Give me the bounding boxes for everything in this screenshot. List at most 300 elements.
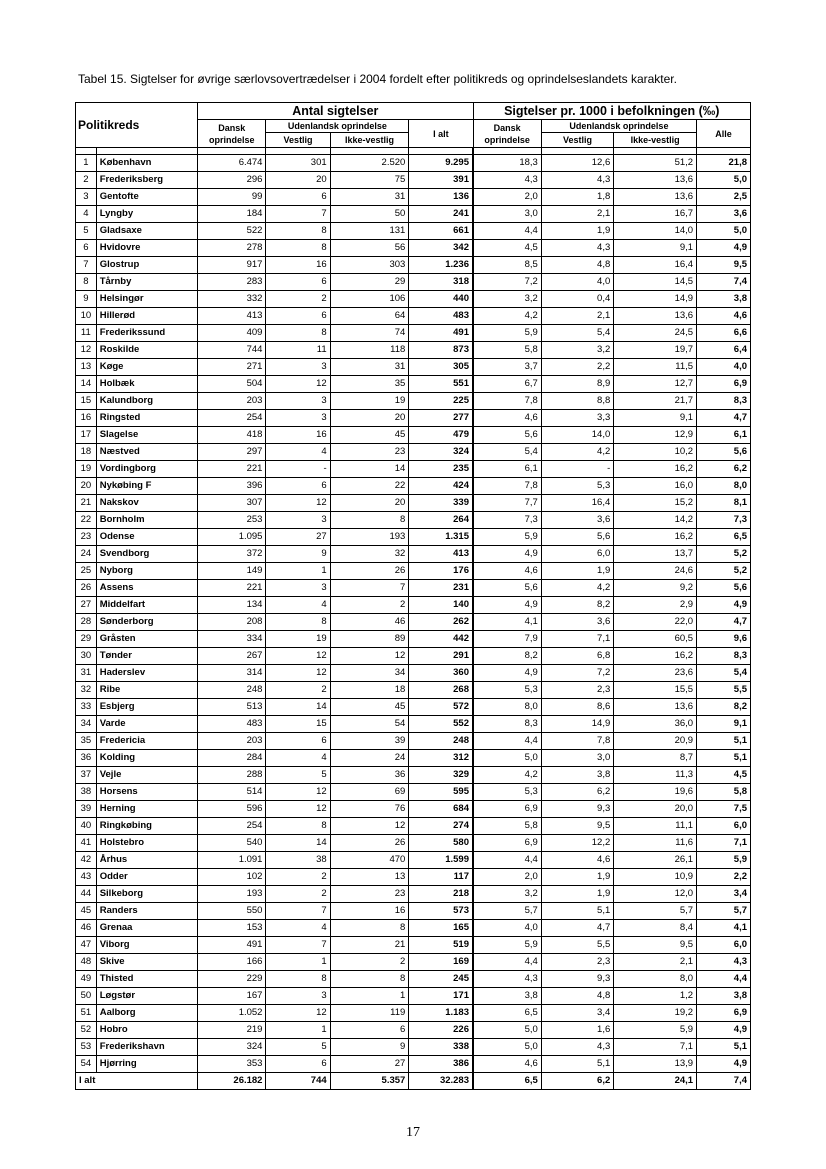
ikke-vestlig-rate: 15,5 <box>614 682 697 699</box>
vestlig-count: 38 <box>266 852 330 869</box>
district-name: Assens <box>96 580 197 597</box>
dansk-rate: 4,6 <box>473 410 541 427</box>
ikke-vestlig-rate: 13,7 <box>614 546 697 563</box>
row-number: 40 <box>76 818 97 835</box>
vestlig-count: 3 <box>266 359 330 376</box>
dansk-count: 413 <box>198 308 266 325</box>
ikke-vestlig-rate: 8,7 <box>614 750 697 767</box>
total-count: 305 <box>409 359 473 376</box>
table-row <box>76 172 751 189</box>
table-row <box>76 444 751 461</box>
total-count: 32.283 <box>409 1073 473 1090</box>
dansk-rate: 4,4 <box>473 954 541 971</box>
row-number: 42 <box>76 852 97 869</box>
alle-rate: 5,2 <box>697 563 751 580</box>
district-name: Århus <box>96 852 197 869</box>
table-row <box>76 376 751 393</box>
alle-rate: 6,6 <box>697 325 751 342</box>
vestlig-count: 2 <box>266 869 330 886</box>
ikke-vestlig-count: 303 <box>330 257 409 274</box>
ikke-vestlig-rate: 16,2 <box>614 529 697 546</box>
ikke-vestlig-count: 76 <box>330 801 409 818</box>
district-name: Hvidovre <box>96 240 197 257</box>
ikke-vestlig-count: 45 <box>330 699 409 716</box>
row-number: 12 <box>76 342 97 359</box>
alle-rate: 7,3 <box>697 512 751 529</box>
dansk-count: 102 <box>198 869 266 886</box>
table-row <box>76 920 751 937</box>
vestlig-rate: 5,1 <box>541 903 613 920</box>
row-number: 25 <box>76 563 97 580</box>
vestlig-rate: 3,4 <box>541 1005 613 1022</box>
row-number: 53 <box>76 1039 97 1056</box>
ikke-vestlig-rate: 11,3 <box>614 767 697 784</box>
total-count: 595 <box>409 784 473 801</box>
row-number: 47 <box>76 937 97 954</box>
total-count: 225 <box>409 393 473 410</box>
dansk-count: 297 <box>198 444 266 461</box>
total-count: 661 <box>409 223 473 240</box>
ikke-vestlig-count: 34 <box>330 665 409 682</box>
vestlig-count: 8 <box>266 240 330 257</box>
district-name: Fredericia <box>96 733 197 750</box>
header-vestlig-antal: Vestlig <box>266 133 330 148</box>
alle-rate: 4,1 <box>697 920 751 937</box>
row-number: 34 <box>76 716 97 733</box>
dansk-rate: 5,0 <box>473 1039 541 1056</box>
total-count: 169 <box>409 954 473 971</box>
dansk-rate: 4,6 <box>473 1056 541 1073</box>
district-name: Herning <box>96 801 197 818</box>
district-name: Thisted <box>96 971 197 988</box>
ikke-vestlig-rate: 9,1 <box>614 240 697 257</box>
vestlig-rate: 3,8 <box>541 767 613 784</box>
total-ikke-vestlig-count: 5.357 <box>330 1073 409 1090</box>
dansk-rate: 8,3 <box>473 716 541 733</box>
district-name: Glostrup <box>96 257 197 274</box>
row-number: 3 <box>76 189 97 206</box>
ikke-vestlig-rate: 14,2 <box>614 512 697 529</box>
row-number: 33 <box>76 699 97 716</box>
row-number: 23 <box>76 529 97 546</box>
ikke-vestlig-rate: 1,2 <box>614 988 697 1005</box>
ikke-vestlig-rate: 19,7 <box>614 342 697 359</box>
ikke-vestlig-count: 20 <box>330 495 409 512</box>
vestlig-rate: 4,7 <box>541 920 613 937</box>
dansk-count: 149 <box>198 563 266 580</box>
alle-rate: 5,5 <box>697 682 751 699</box>
dansk-count: 296 <box>198 172 266 189</box>
table-row <box>76 597 751 614</box>
ikke-vestlig-count: 32 <box>330 546 409 563</box>
alle-rate: 5,0 <box>697 172 751 189</box>
vestlig-rate: 8,9 <box>541 376 613 393</box>
dansk-rate: 7,2 <box>473 274 541 291</box>
alle-rate: 7,5 <box>697 801 751 818</box>
dansk-rate: 5,3 <box>473 784 541 801</box>
ikke-vestlig-rate: 12,7 <box>614 376 697 393</box>
vestlig-count: 2 <box>266 886 330 903</box>
vestlig-rate: 4,0 <box>541 274 613 291</box>
alle-rate: 9,5 <box>697 257 751 274</box>
total-count: 1.236 <box>409 257 473 274</box>
ikke-vestlig-count: 64 <box>330 308 409 325</box>
district-name: Frederikshavn <box>96 1039 197 1056</box>
row-number: 30 <box>76 648 97 665</box>
ikke-vestlig-count: 19 <box>330 393 409 410</box>
ikke-vestlig-count: 74 <box>330 325 409 342</box>
row-number: 11 <box>76 325 97 342</box>
table-caption: Tabel 15. Sigtelser for øvrige særlovsovertrædelser i 2004 fordelt efter politikreds og oprindelseslandets karakter. <box>78 72 677 86</box>
vestlig-count: 14 <box>266 835 330 852</box>
dansk-rate: 4,4 <box>473 223 541 240</box>
vestlig-rate: 16,4 <box>541 495 613 512</box>
vestlig-rate: 4,2 <box>541 444 613 461</box>
header-dansk-rate: Dansk oprindelse <box>473 120 541 148</box>
dansk-count: 134 <box>198 597 266 614</box>
table-row <box>76 954 751 971</box>
table-row <box>76 903 751 920</box>
ikke-vestlig-count: 39 <box>330 733 409 750</box>
dansk-count: 332 <box>198 291 266 308</box>
table-row <box>76 529 751 546</box>
table-body <box>76 148 751 1090</box>
dansk-count: 253 <box>198 512 266 529</box>
district-name: Ringsted <box>96 410 197 427</box>
vestlig-count: 6 <box>266 478 330 495</box>
dansk-count: 219 <box>198 1022 266 1039</box>
vestlig-count: 7 <box>266 937 330 954</box>
ikke-vestlig-count: 31 <box>330 359 409 376</box>
ikke-vestlig-rate: 14,5 <box>614 274 697 291</box>
statistics-table <box>75 102 751 1090</box>
total-row <box>76 1073 751 1090</box>
district-name: Randers <box>96 903 197 920</box>
alle-rate: 4,9 <box>697 240 751 257</box>
table-row <box>76 1022 751 1039</box>
ikke-vestlig-count: 31 <box>330 189 409 206</box>
ikke-vestlig-rate: 13,6 <box>614 308 697 325</box>
ikke-vestlig-count: 8 <box>330 920 409 937</box>
dansk-count: 254 <box>198 818 266 835</box>
row-number: 26 <box>76 580 97 597</box>
district-name: Viborg <box>96 937 197 954</box>
ikke-vestlig-rate: 11,1 <box>614 818 697 835</box>
alle-rate: 3,4 <box>697 886 751 903</box>
total-count: 140 <box>409 597 473 614</box>
row-number: 37 <box>76 767 97 784</box>
alle-rate: 6,0 <box>697 937 751 954</box>
alle-rate: 6,2 <box>697 461 751 478</box>
alle-rate: 5,6 <box>697 580 751 597</box>
alle-rate: 6,5 <box>697 529 751 546</box>
total-count: 386 <box>409 1056 473 1073</box>
row-number: 45 <box>76 903 97 920</box>
alle-rate: 8,0 <box>697 478 751 495</box>
table-row <box>76 427 751 444</box>
total-count: 268 <box>409 682 473 699</box>
table-row <box>76 155 751 172</box>
total-count: 329 <box>409 767 473 784</box>
vestlig-rate: 1,9 <box>541 223 613 240</box>
dansk-rate: 6,5 <box>473 1005 541 1022</box>
total-count: 573 <box>409 903 473 920</box>
ikke-vestlig-count: 193 <box>330 529 409 546</box>
row-number: 48 <box>76 954 97 971</box>
total-count: 491 <box>409 325 473 342</box>
alle-rate: 9,6 <box>697 631 751 648</box>
ikke-vestlig-rate: 2,1 <box>614 954 697 971</box>
ikke-vestlig-count: 21 <box>330 937 409 954</box>
dansk-rate: 5,8 <box>473 342 541 359</box>
dansk-count: 513 <box>198 699 266 716</box>
row-number: 44 <box>76 886 97 903</box>
dansk-rate: 8,5 <box>473 257 541 274</box>
table-row <box>76 512 751 529</box>
district-name: Kolding <box>96 750 197 767</box>
ikke-vestlig-count: 24 <box>330 750 409 767</box>
ikke-vestlig-rate: 15,2 <box>614 495 697 512</box>
total-count: 226 <box>409 1022 473 1039</box>
dansk-rate: 3,7 <box>473 359 541 376</box>
total-count: 264 <box>409 512 473 529</box>
alle-rate: 5,9 <box>697 852 751 869</box>
vestlig-count: 6 <box>266 274 330 291</box>
ikke-vestlig-rate: 5,7 <box>614 903 697 920</box>
table-row <box>76 665 751 682</box>
district-name: Gråsten <box>96 631 197 648</box>
district-name: Kalundborg <box>96 393 197 410</box>
total-count: 552 <box>409 716 473 733</box>
row-number: 38 <box>76 784 97 801</box>
dansk-count: 271 <box>198 359 266 376</box>
dansk-rate: 4,2 <box>473 767 541 784</box>
row-number: 8 <box>76 274 97 291</box>
vestlig-count: 301 <box>266 155 330 172</box>
vestlig-rate: 5,6 <box>541 529 613 546</box>
total-count: 338 <box>409 1039 473 1056</box>
district-name: Odense <box>96 529 197 546</box>
vestlig-rate: 2,2 <box>541 359 613 376</box>
row-number: 14 <box>76 376 97 393</box>
vestlig-rate: 4,8 <box>541 988 613 1005</box>
row-number: 6 <box>76 240 97 257</box>
alle-rate: 6,4 <box>697 342 751 359</box>
ikke-vestlig-rate: 19,2 <box>614 1005 697 1022</box>
table-row <box>76 342 751 359</box>
vestlig-rate: 4,2 <box>541 580 613 597</box>
table-row <box>76 240 751 257</box>
dansk-count: 278 <box>198 240 266 257</box>
vestlig-rate: 8,6 <box>541 699 613 716</box>
alle-rate: 5,1 <box>697 1039 751 1056</box>
vestlig-rate: 7,1 <box>541 631 613 648</box>
dansk-rate: 6,7 <box>473 376 541 393</box>
dansk-rate: 7,8 <box>473 478 541 495</box>
dansk-count: 334 <box>198 631 266 648</box>
dansk-count: 307 <box>198 495 266 512</box>
ikke-vestlig-rate: 16,4 <box>614 257 697 274</box>
ikke-vestlig-count: 8 <box>330 971 409 988</box>
dansk-count: 396 <box>198 478 266 495</box>
table-row <box>76 631 751 648</box>
vestlig-count: 20 <box>266 172 330 189</box>
ikke-vestlig-rate: 60,5 <box>614 631 697 648</box>
ikke-vestlig-rate: 13,6 <box>614 189 697 206</box>
table-row <box>76 308 751 325</box>
header-udenlandsk-rate: Udenlandsk oprindelse <box>541 120 696 133</box>
ikke-vestlig-count: 1 <box>330 988 409 1005</box>
total-count: 551 <box>409 376 473 393</box>
vestlig-rate: 6,8 <box>541 648 613 665</box>
total-vestlig-rate: 6,2 <box>541 1073 613 1090</box>
alle-rate: 4,3 <box>697 954 751 971</box>
vestlig-count: 14 <box>266 699 330 716</box>
total-count: 339 <box>409 495 473 512</box>
dansk-rate: 5,0 <box>473 750 541 767</box>
vestlig-rate: 3,3 <box>541 410 613 427</box>
vestlig-rate: 5,5 <box>541 937 613 954</box>
dansk-count: 208 <box>198 614 266 631</box>
ikke-vestlig-count: 23 <box>330 444 409 461</box>
total-count: 519 <box>409 937 473 954</box>
dansk-count: 283 <box>198 274 266 291</box>
ikke-vestlig-count: 6 <box>330 1022 409 1039</box>
row-number: 41 <box>76 835 97 852</box>
dansk-rate: 4,3 <box>473 172 541 189</box>
vestlig-count: 2 <box>266 682 330 699</box>
vestlig-rate: 3,0 <box>541 750 613 767</box>
alle-rate: 8,3 <box>697 648 751 665</box>
ikke-vestlig-rate: 24,5 <box>614 325 697 342</box>
row-number: 54 <box>76 1056 97 1073</box>
district-name: Hillerød <box>96 308 197 325</box>
vestlig-rate: 9,5 <box>541 818 613 835</box>
dansk-count: 491 <box>198 937 266 954</box>
alle-rate: 4,4 <box>697 971 751 988</box>
ikke-vestlig-count: 9 <box>330 1039 409 1056</box>
total-dansk-count: 26.182 <box>198 1073 266 1090</box>
table-row <box>76 886 751 903</box>
alle-rate: 21,8 <box>697 155 751 172</box>
total-count: 483 <box>409 308 473 325</box>
total-count: 248 <box>409 733 473 750</box>
total-count: 117 <box>409 869 473 886</box>
row-number: 1 <box>76 155 97 172</box>
dansk-rate: 5,4 <box>473 444 541 461</box>
ikke-vestlig-count: 54 <box>330 716 409 733</box>
row-number: 39 <box>76 801 97 818</box>
total-count: 171 <box>409 988 473 1005</box>
dansk-rate: 2,0 <box>473 189 541 206</box>
dansk-count: 166 <box>198 954 266 971</box>
vestlig-rate: 7,8 <box>541 733 613 750</box>
total-count: 318 <box>409 274 473 291</box>
vestlig-rate: 8,2 <box>541 597 613 614</box>
table-row <box>76 325 751 342</box>
dansk-count: 353 <box>198 1056 266 1073</box>
ikke-vestlig-count: 22 <box>330 478 409 495</box>
vestlig-rate: 8,8 <box>541 393 613 410</box>
row-number: 29 <box>76 631 97 648</box>
header-ikke-vestlig-antal: Ikke-vestlig <box>330 133 409 148</box>
table-row <box>76 682 751 699</box>
row-number: 18 <box>76 444 97 461</box>
row-number: 20 <box>76 478 97 495</box>
dansk-rate: 5,6 <box>473 427 541 444</box>
total-count: 1.183 <box>409 1005 473 1022</box>
vestlig-count: 8 <box>266 614 330 631</box>
dansk-count: 99 <box>198 189 266 206</box>
alle-rate: 6,1 <box>697 427 751 444</box>
ikke-vestlig-count: 2 <box>330 954 409 971</box>
dansk-count: 744 <box>198 342 266 359</box>
alle-rate: 4,5 <box>697 767 751 784</box>
vestlig-rate: - <box>541 461 613 478</box>
table-row <box>76 835 751 852</box>
district-name: Hjørring <box>96 1056 197 1073</box>
dansk-rate: 4,0 <box>473 920 541 937</box>
dansk-count: 314 <box>198 665 266 682</box>
vestlig-count: 27 <box>266 529 330 546</box>
total-count: 684 <box>409 801 473 818</box>
dansk-count: 184 <box>198 206 266 223</box>
ikke-vestlig-rate: 13,6 <box>614 699 697 716</box>
dansk-count: 167 <box>198 988 266 1005</box>
header-i-alt: I alt <box>409 120 473 148</box>
district-name: Nakskov <box>96 495 197 512</box>
vestlig-count: 4 <box>266 597 330 614</box>
vestlig-count: 16 <box>266 257 330 274</box>
ikke-vestlig-rate: 9,5 <box>614 937 697 954</box>
table-row <box>76 852 751 869</box>
alle-rate: 6,9 <box>697 1005 751 1022</box>
vestlig-rate: 5,3 <box>541 478 613 495</box>
dansk-count: 917 <box>198 257 266 274</box>
ikke-vestlig-count: 23 <box>330 886 409 903</box>
header-alle: Alle <box>697 120 751 148</box>
district-name: Sønderborg <box>96 614 197 631</box>
dansk-count: 221 <box>198 461 266 478</box>
table-row <box>76 971 751 988</box>
vestlig-rate: 4,8 <box>541 257 613 274</box>
district-name: Esbjerg <box>96 699 197 716</box>
table-row <box>76 750 751 767</box>
vestlig-count: 3 <box>266 393 330 410</box>
district-name: Hobro <box>96 1022 197 1039</box>
ikke-vestlig-rate: 19,6 <box>614 784 697 801</box>
vestlig-count: 1 <box>266 563 330 580</box>
header-dansk-antal: Dansk oprindelse <box>198 120 266 148</box>
table-row <box>76 801 751 818</box>
ikke-vestlig-rate: 24,6 <box>614 563 697 580</box>
row-number: 2 <box>76 172 97 189</box>
dansk-rate: 5,9 <box>473 529 541 546</box>
vestlig-rate: 2,1 <box>541 308 613 325</box>
row-number: 9 <box>76 291 97 308</box>
dansk-count: 483 <box>198 716 266 733</box>
vestlig-count: 9 <box>266 546 330 563</box>
district-name: Frederikssund <box>96 325 197 342</box>
table-row <box>76 937 751 954</box>
alle-rate: 5,6 <box>697 444 751 461</box>
alle-rate: 6,0 <box>697 818 751 835</box>
row-number: 50 <box>76 988 97 1005</box>
ikke-vestlig-rate: 36,0 <box>614 716 697 733</box>
row-number: 21 <box>76 495 97 512</box>
table-row <box>76 784 751 801</box>
district-name: Gentofte <box>96 189 197 206</box>
